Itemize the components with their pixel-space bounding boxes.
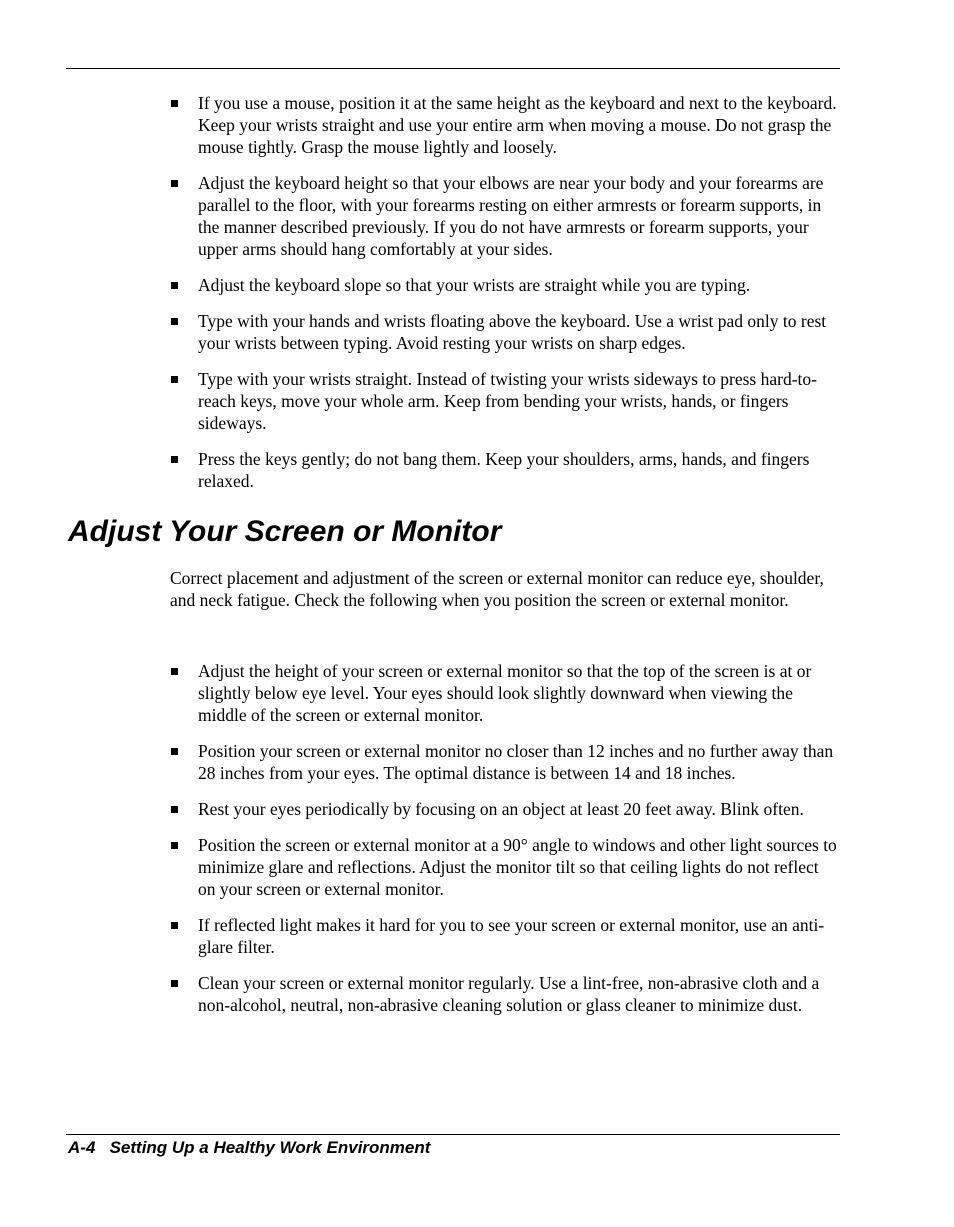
square-bullet-icon [171, 806, 178, 813]
square-bullet-icon [171, 980, 178, 987]
list-item [170, 660, 840, 726]
list-item [170, 368, 840, 434]
header-rule [66, 68, 840, 69]
page-number: A-4 [68, 1138, 96, 1157]
list-item-text: If you use a mouse, position it at the same height as the keyboard and next to the keyboard. Keep your wrists straight and use your entire arm when moving a mouse. Do not grasp the mouse tightly. Grasp the mouse lightly and loosely. [198, 93, 837, 157]
square-bullet-icon [171, 100, 178, 107]
list-item-text: Adjust the height of your screen or external monitor so that the top of the screen is at or slightly below eye level. Your eyes should look slightly downward when viewing the middle of the screen or external monitor. [198, 661, 812, 725]
list-item [170, 798, 840, 820]
list-item [170, 834, 840, 900]
square-bullet-icon [171, 180, 178, 187]
list-item [170, 740, 840, 784]
list-item [170, 310, 840, 354]
list-item-text: Adjust the keyboard slope so that your wrists are straight while you are typing. [198, 275, 751, 295]
square-bullet-icon [171, 842, 178, 849]
section-intro: Correct placement and adjustment of the screen or external monitor can reduce eye, shoulder, and neck fatigue. Check the following when you position the screen or external monitor. [170, 568, 824, 610]
list-item [170, 972, 840, 1016]
square-bullet-icon [171, 376, 178, 383]
list-item [170, 914, 840, 958]
chapter-title: Setting Up a Healthy Work Environment [109, 1138, 431, 1157]
square-bullet-icon [171, 668, 178, 675]
list-item [170, 172, 840, 260]
page-footer [68, 1136, 430, 1160]
list-item-text: Rest your eyes periodically by focusing on an object at least 20 feet away. Blink often. [198, 799, 804, 819]
list-item-text: Clean your screen or external monitor regularly. Use a lint-free, non-abrasive cloth and a non-alcohol, neutral, non-abrasive cleaning solution or glass cleaner to minimize dust. [198, 973, 820, 1015]
bullet-list-bottom [170, 660, 840, 1030]
list-item-text: Position the screen or external monitor at a 90° angle to windows and other light sources to minimize glare and reflections. Adjust the monitor tilt so that ceiling lights do not reflect on your screen or external monitor. [198, 835, 837, 899]
list-item-text: Position your screen or external monitor no closer than 12 inches and no further away than 28 inches from your eyes. The optimal distance is between 14 and 18 inches. [198, 741, 834, 783]
list-item [170, 448, 840, 492]
square-bullet-icon [171, 282, 178, 289]
list-item-text: Type with your hands and wrists floating above the keyboard. Use a wrist pad only to rest your wrists between typing. Avoid resting your wrists on sharp edges. [198, 311, 827, 353]
bullet-list-top [170, 92, 840, 506]
square-bullet-icon [171, 456, 178, 463]
list-item [170, 274, 840, 296]
square-bullet-icon [171, 748, 178, 755]
list-item [170, 92, 840, 158]
section-heading: Adjust Your Screen or Monitor [68, 515, 502, 548]
list-item-text: Adjust the keyboard height so that your elbows are near your body and your forearms are parallel to the floor, with your forearms resting on either armrests or forearm supports, in the manner described previously. If you do not have armrests or forearm supports, your upper arms should hang comfortably at your sides. [198, 173, 824, 259]
list-item-text: Type with your wrists straight. Instead of twisting your wrists sideways to press hard-to-reach keys, move your whole arm. Keep from bending your wrists, hands, or fingers sideways. [198, 369, 817, 433]
list-item-text: If reflected light makes it hard for you to see your screen or external monitor, use an anti-glare filter. [198, 915, 825, 957]
list-item-text: Press the keys gently; do not bang them. Keep your shoulders, arms, hands, and fingers relaxed. [198, 449, 810, 491]
square-bullet-icon [171, 318, 178, 325]
footer-rule [66, 1134, 840, 1135]
square-bullet-icon [171, 922, 178, 929]
